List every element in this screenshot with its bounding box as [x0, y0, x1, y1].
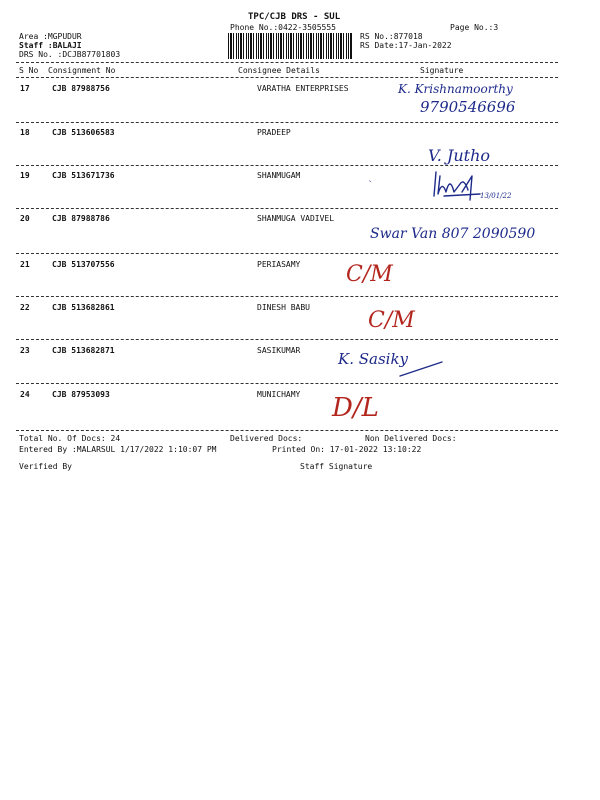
drs-number: DRS No. :DCJB87701803	[19, 50, 121, 59]
row-consignee: SASIKUMAR	[257, 346, 301, 355]
handwritten-phone: 9790546696	[420, 98, 516, 116]
col-header-consignee: Consignee Details	[238, 66, 320, 75]
document-title: TPC/CJB DRS - SUL	[248, 12, 341, 22]
page-number: Page No.:3	[450, 23, 499, 32]
row-consignee: VARATHA ENTERPRISES	[257, 84, 349, 93]
row-sno: 19	[20, 171, 30, 180]
divider	[16, 339, 558, 340]
row-consignee: DINESH BABU	[257, 303, 310, 312]
row-consignee: PERIASAMY	[257, 260, 301, 269]
handwritten-remark: D/L	[332, 393, 379, 423]
ink-mark: `	[368, 180, 373, 189]
total-docs: Total No. Of Docs: 24	[19, 434, 121, 443]
handwritten-remark: C/M	[368, 308, 415, 333]
row-consignee: MUNICHAMY	[257, 390, 301, 399]
row-consignee: SHANMUGAM	[257, 171, 301, 180]
row-sno: 21	[20, 260, 30, 269]
divider	[16, 208, 558, 209]
verified-by: Verified By	[19, 462, 72, 471]
phone-number: Phone No.:0422-3505555	[230, 23, 336, 32]
divider	[16, 165, 558, 166]
rs-date: RS Date:17-Jan-2022	[360, 41, 452, 50]
handwritten-signature: Swar Van 807 2090590	[370, 226, 536, 242]
divider	[16, 122, 558, 123]
entered-by: Entered By :MALARSUL 1/17/2022 1:10:07 PM	[19, 445, 217, 454]
staff-label: Staff :BALAJI	[19, 41, 82, 50]
col-header-signature: Signature	[420, 66, 464, 75]
row-sno: 17	[20, 84, 30, 93]
row-sno: 18	[20, 128, 30, 137]
row-consignment: CJB 513682861	[52, 303, 115, 312]
divider	[16, 430, 558, 431]
row-sno: 24	[20, 390, 30, 399]
area-label: Area :MGPUDUR	[19, 32, 82, 41]
col-header-consignment: Consignment No	[48, 66, 116, 75]
row-consignment: CJB 87988786	[52, 214, 110, 223]
handwritten-date: 13/01/22	[480, 192, 512, 200]
staff-signature: Staff Signature	[300, 462, 373, 471]
barcode	[228, 33, 352, 59]
row-consignment: CJB 87988756	[52, 84, 110, 93]
divider	[16, 296, 558, 297]
col-header-sno: S No	[19, 66, 39, 75]
printed-on: Printed On: 17-01-2022 13:10:22	[272, 445, 422, 454]
row-sno: 20	[20, 214, 30, 223]
handwritten-signature: K. Krishnamoorthy	[398, 82, 513, 96]
row-consignee: SHANMUGA VADIVEL	[257, 214, 335, 223]
delivered-docs: Delivered Docs:	[230, 434, 303, 443]
handwritten-remark: C/M	[346, 262, 393, 287]
rs-number: RS No.:877018	[360, 32, 423, 41]
divider	[16, 62, 558, 63]
divider	[16, 253, 558, 254]
row-consignment: CJB 513707556	[52, 260, 115, 269]
row-consignment: CJB 87953093	[52, 390, 110, 399]
handwritten-signature: K. Sasiky	[338, 350, 409, 368]
handwritten-signature: V. Jutho	[428, 146, 491, 165]
row-consignment: CJB 513606583	[52, 128, 115, 137]
signature-underline-stroke	[398, 360, 448, 380]
row-sno: 23	[20, 346, 30, 355]
row-sno: 22	[20, 303, 30, 312]
divider	[16, 383, 558, 384]
divider	[16, 77, 558, 78]
row-consignee: PRADEEP	[257, 128, 291, 137]
row-consignment: CJB 513682871	[52, 346, 115, 355]
row-consignment: CJB 513671736	[52, 171, 115, 180]
non-delivered-docs: Non Delivered Docs:	[365, 434, 457, 443]
